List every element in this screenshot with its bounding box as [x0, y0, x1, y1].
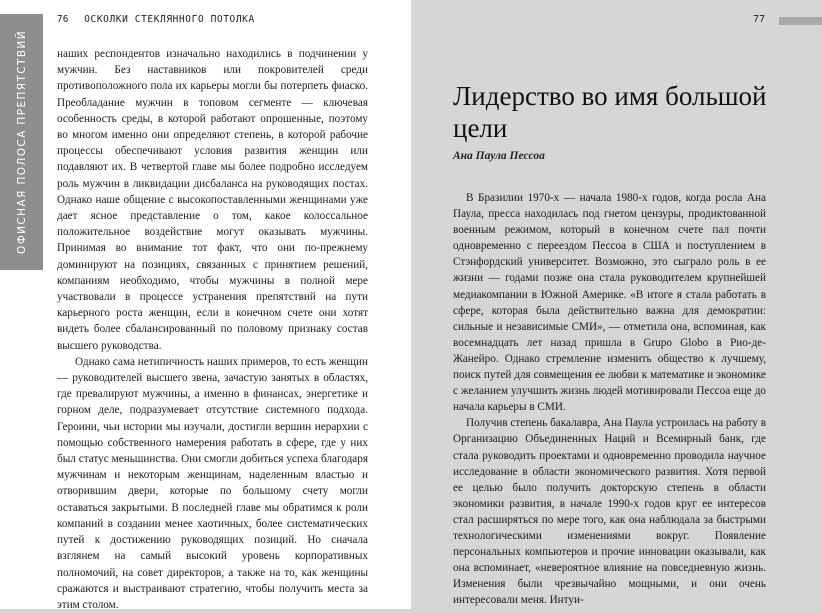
left-body-text — [57, 46, 368, 613]
right-body-text — [453, 190, 766, 608]
paragraph: Однако сама нетипичность наших примеров, то есть женщин — руководителей высшего звена, зачастую занятых в областях, где превалируют мужчины, а именно в финансах, энергетике и горном деле, подразумевает отсутствие системного подхода. Героини, чьи истории мы изучали, достигли вершин иерархии с помощью собственного намерения работать в сфере, где у них был статус меньшинства. Они смогли добиться успеха благодаря мужчинам и некоторым женщинам, наделенным властью и отворившим двери, которые по большому счету могли оставаться закрытыми. В последней главе мы обратимся к роли компаний в создании менее хаотичных, более систематических путей к достижению руководящих позиций. Но сначала взглянем на самый высокий уровень корпоративных полномочий, на совет директоров, а также на то, как женщины сражаются и выстраивают стратегию, чтобы получить места за этим столом. — [57, 355, 368, 611]
section-side-tab-label: ОФИСНАЯ ПОЛОСА ПРЕПЯТСТВИЙ — [15, 30, 28, 254]
page-number-right: 77 — [753, 14, 766, 25]
section-side-tab — [0, 14, 43, 270]
chapter-author: Ана Паула Пессоа — [453, 150, 545, 162]
running-head-title: ОСКОЛКИ СТЕКЛЯННОГО ПОТОЛКА — [84, 14, 255, 25]
left-page — [0, 0, 411, 609]
paragraph: наших респондентов изначально находились в подчинении у мужчин. Без наставников или покровителей среди противоположного пола их карьеры могли бы потерпеть фиаско. Преобладание мужчин в топовом сегменте — ключевая особенность среды, в которой работают опрошенные, поэтому во многом именно они определяют степень, в которой рабочие процессы обеспечивают условия развития женщин или подавляют их. В четвертой главе мы более подробно исследуем роль мужчин в ликвидации дисбаланса на руководящих постах. Однако наше общение с высокопоставленными женщинами уже дает ясное представление о том, какое колоссальное положительное воздействие могут оказывать мужчины. Принимая во внимание тот факт, что они по-прежнему доминируют на позициях, связанных с принятием решений, компаниям необходимо, чтобы мужчины в полной мере участвовали в процессе устранения препятствий на пути карьерного роста женщин, если в конечном счете они хотят видеть более сбалансированный по половому признаку состав высшего руководства. — [57, 48, 368, 352]
paragraph: Получив степень бакалавра, Ана Паула устроилась на работу в Организацию Объединенных Наций и Всемирный банк, где стала руководить проектами и одновременно проводила научное исследование в области экономического развития. Хотя первой ее целью было получить докторскую степень в области экономики развития, в начале 1990-х годов круг ее интересов стал расширяться по мере того, как она наблюдала за быстрыми технологическими изменениями вокруг. Появление персональных компьютеров и прочие инновации оказывали, как она вспоминает, «невероятное влияние на повседневную жизнь. Изменения были чрезвычайно мощными, и они очень интересовали меня. Интуи- — [453, 417, 766, 607]
running-head-left — [57, 14, 255, 25]
chapter-title: Лидерство во имя большой цели — [453, 81, 767, 143]
page-number-left: 76 — [57, 14, 69, 25]
section-edge-tab — [779, 17, 822, 25]
paragraph: В Бразилии 1970-х — начала 1980-х годов, когда росла Ана Паула, пресса находилась под гнетом цензуры, продиктованной военным режимом, который в конечном счете пал почти одновременно с переездом Пессоа в США и поступлением в Стэнфордский университет. Возможно, это сыграло роль в ее жизни — годами позже она стала руководителем крупнейшей медиакомпании в Южной Америке. «В итоге я стала работать в сфере, которая была действительно важна для демократии: сильные и независимые СМИ», — отметила она, вспоминая, как восемнадцать лет назад пришла в Grupo Globo в Рио-де-Жанейро. Однако стремление изменить общество к лучшему, поиск путей для совмещения ее любви к математике и экономике с желанием улучшить жизнь людей мотивировали Пессоа еще до начала карьеры в СМИ. — [453, 192, 766, 414]
